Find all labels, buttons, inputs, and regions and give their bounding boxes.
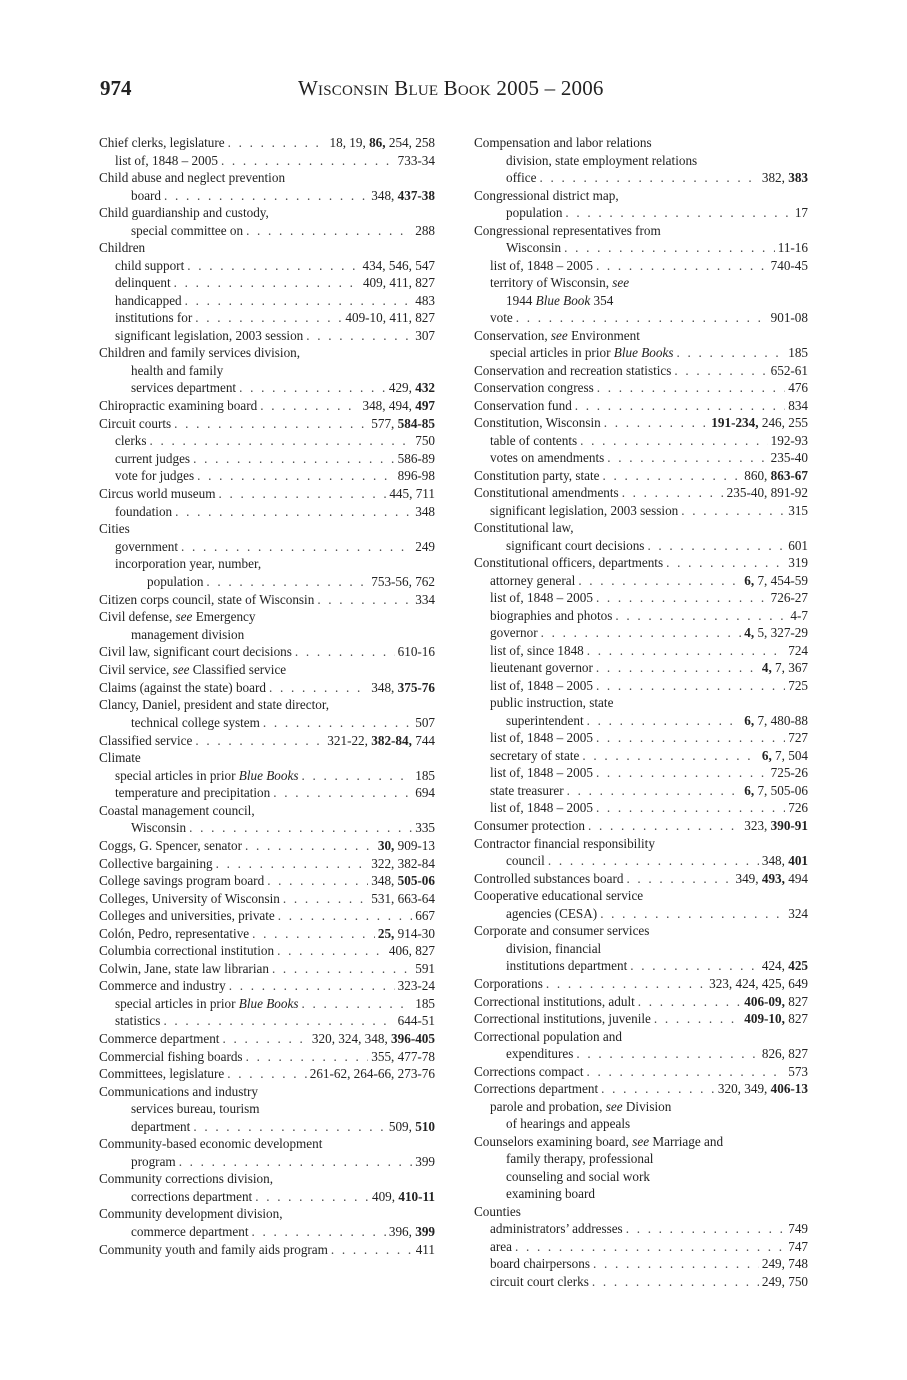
- index-subentry: institutions for . . . 409-10, 411, 827: [99, 309, 435, 327]
- index-subentry: territory of Wisconsin, see: [490, 275, 630, 290]
- index-subentry: vote . . . 901-08: [474, 309, 808, 327]
- index-subentry: special articles in prior Blue Books . . . 185: [99, 767, 435, 785]
- index-entry-cont: corrections department . . . 409, 410-11: [99, 1188, 435, 1206]
- index-entry: Coggs, G. Spencer, senator . . . 30, 909-13: [99, 837, 435, 855]
- index-entry: Correctional population and: [474, 1028, 622, 1044]
- index-entry: Commerce and industry . . . 323-24: [99, 977, 435, 995]
- index-subentry: clerks . . . 750: [99, 432, 435, 450]
- index-entry: Children and family services division,: [99, 345, 301, 360]
- index-column-right: [474, 134, 808, 1290]
- index-subentry: child support . . . 434, 546, 547: [99, 257, 435, 275]
- index-entry: Columbia correctional institution . . . 406, 827: [99, 942, 435, 960]
- index-subentry: government . . . 249: [99, 538, 435, 556]
- index-entry-cont: agencies (CESA) . . . 324: [474, 905, 808, 923]
- index-subentry: list of, 1848 – 2005 . . . 725: [474, 677, 808, 695]
- index-entry-cont: Wisconsin . . . 335: [99, 819, 435, 837]
- index-entry-cont: council . . . 348, 401: [474, 852, 808, 870]
- index-subentry: list of, 1848 – 2005 . . . 740-45: [474, 257, 808, 275]
- page-number: 974: [100, 76, 132, 100]
- index-entry-cont: counseling and social work: [506, 1168, 650, 1184]
- index-entry: Correctional institutions, adult . . . 406-09, 827: [474, 993, 808, 1011]
- index-entry: Classified service . . . 321-22, 382-84, 744: [99, 732, 435, 750]
- index-entry: Children: [99, 240, 146, 255]
- index-entry-cont: division, state employment relations: [506, 152, 698, 168]
- index-subentry: secretary of state . . . 6, 7, 504: [474, 747, 808, 765]
- index-entry: Civil defense, see Emergency: [99, 609, 256, 624]
- index-entry: Citizen corps council, state of Wisconsin . . . 334: [99, 591, 435, 609]
- index-entry: Controlled substances board . . . 349, 493, 494: [474, 870, 808, 888]
- index-entry-cont: department . . . 509, 510: [99, 1118, 435, 1136]
- index-subentry: votes on amendments . . . 235-40: [474, 449, 808, 467]
- index-entry: Corrections department . . . 320, 349, 406-13: [474, 1080, 808, 1098]
- index-entry: Counties: [474, 1203, 521, 1219]
- index-entry: Collective bargaining . . . 322, 382-84: [99, 855, 435, 873]
- index-subentry: list of, 1848 – 2005 . . . 733-34: [99, 152, 435, 170]
- index-entry-cont: health and family: [131, 362, 224, 378]
- index-subentry: administrators’ addresses . . . 749: [474, 1220, 808, 1238]
- index-subentry: area . . . 747: [474, 1238, 808, 1256]
- index-entry-cont: office . . . 382, 383: [474, 169, 808, 187]
- index-subentry: delinquent . . . 409, 411, 827: [99, 274, 435, 292]
- index-entry: Constitution party, state . . . 860, 863-67: [474, 467, 808, 485]
- index-entry: Conservation, see Environment: [474, 327, 640, 343]
- index-entry: Congressional district map,: [474, 187, 619, 203]
- running-title: Wisconsin Blue Book 2005 – 2006: [298, 76, 604, 100]
- index-entry: Coastal management council,: [99, 802, 255, 818]
- index-entry-cont: services department . . . 429, 432: [99, 379, 435, 397]
- index-subentry: list of, 1848 – 2005 . . . 725-26: [474, 764, 808, 782]
- index-entry: Conservation and recreation statistics . . . 652-61: [474, 362, 808, 380]
- index-subentry: list of, 1848 – 2005 . . . 727: [474, 729, 808, 747]
- index-subentry: significant legislation, 2003 session . . . 307: [99, 327, 435, 345]
- index-entry: Corrections compact . . . 573: [474, 1063, 808, 1081]
- index-entry: Civil law, significant court decisions . . . 610-16: [99, 643, 435, 661]
- index-subentry: list of, 1848 – 2005 . . . 726-27: [474, 589, 808, 607]
- index-entry-cont: institutions department . . . 424, 425: [474, 957, 808, 975]
- index-subentry: lieutenant governor . . . 4, 7, 367: [474, 659, 808, 677]
- index-subentry: list of, since 1848 . . . 724: [474, 642, 808, 660]
- index-entry: College savings program board . . . 348, 505-06: [99, 872, 435, 890]
- index-entry-cont: Wisconsin . . . 11-16: [474, 239, 808, 257]
- index-entry-cont: population . . . 753-56, 762: [99, 573, 435, 591]
- index-subentry: significant legislation, 2003 session . . . 315: [474, 502, 808, 520]
- index-entry: Conservation fund . . . 834: [474, 397, 808, 415]
- index-subentry: vote for judges . . . 896-98: [99, 467, 435, 485]
- index-entry-cont: examining board: [506, 1186, 595, 1201]
- index-subentry: circuit court clerks . . . 249, 750: [474, 1273, 808, 1291]
- index-entry-cont: population . . . 17: [474, 204, 808, 222]
- index-entry-cont: family therapy, professional: [506, 1151, 654, 1166]
- index-entry-cont: division, financial: [506, 940, 602, 956]
- index-subentry: state treasurer . . . 6, 7, 505-06: [474, 782, 808, 800]
- index-subentry: list of, 1848 – 2005 . . . 726: [474, 799, 808, 817]
- index-entry-cont: management division: [131, 626, 245, 642]
- index-entry: Community development division,: [99, 1206, 283, 1221]
- index-entry: Constitutional amendments . . . 235-40, 891-92: [474, 484, 808, 502]
- index-subentry: special articles in prior Blue Books . . . 185: [99, 995, 435, 1013]
- index-entry: Community corrections division,: [99, 1171, 273, 1186]
- index-entry-cont: significant court decisions . . . 601: [474, 537, 808, 555]
- index-subentry: parole and probation, see Division: [490, 1098, 672, 1114]
- index-entry: Claims (against the state) board . . . 348, 375-76: [99, 679, 435, 697]
- index-entry-cont: commerce department . . . 396, 399: [99, 1223, 435, 1241]
- index-entry-cont: of hearings and appeals: [506, 1116, 631, 1131]
- index-entry: Clancy, Daniel, president and state director,: [99, 697, 330, 712]
- index-entry: Correctional institutions, juvenile . . . 409-10, 827: [474, 1010, 808, 1028]
- index-subentry: handicapped . . . 483: [99, 292, 435, 310]
- index-entry-cont: superintendent . . . 6, 7, 480-88: [474, 712, 808, 730]
- page-header: [100, 76, 840, 106]
- index-entry: Community-based economic development: [99, 1136, 323, 1151]
- index-entry: Corporations . . . 323, 424, 425, 649: [474, 975, 808, 993]
- index-entry: Constitution, Wisconsin . . . 191-234, 246, 255: [474, 414, 808, 432]
- index-entry: Chief clerks, legislature . . . 18, 19, 86, 254, 258: [99, 134, 435, 152]
- index-entry: Child abuse and neglect prevention: [99, 170, 286, 185]
- index-entry: Chiropractic examining board . . . 348, 494, 497: [99, 397, 435, 415]
- index-entry: Colleges, University of Wisconsin . . . 531, 663-64: [99, 890, 435, 908]
- index-entry: Contractor financial responsibility: [474, 835, 655, 851]
- index-subentry: table of contents . . . 192-93: [474, 432, 808, 450]
- index-subentry: current judges . . . 586-89: [99, 450, 435, 468]
- index-column-left: [99, 134, 435, 1258]
- index-entry: Circus world museum . . . 445, 711: [99, 485, 435, 503]
- index-entry: Colón, Pedro, representative . . . 25, 914-30: [99, 925, 435, 943]
- index-entry-cont: expenditures . . . 826, 827: [474, 1045, 808, 1063]
- index-subentry: public instruction, state: [490, 695, 614, 710]
- index-entry: Constitutional law,: [474, 520, 574, 535]
- index-subentry: incorporation year, number,: [115, 556, 262, 571]
- index-entry: Cities: [99, 521, 130, 536]
- index-entry: Commerce department . . . 320, 324, 348, 396-405: [99, 1030, 435, 1048]
- index-subentry: biographies and photos . . . 4-7: [474, 607, 808, 625]
- index-entry: Community youth and family aids program . . . 411: [99, 1241, 435, 1259]
- index-entry: Colleges and universities, private . . . 667: [99, 907, 435, 925]
- index-entry: Constitutional officers, departments . . . 319: [474, 554, 808, 572]
- index-entry: Conservation congress . . . 476: [474, 379, 808, 397]
- index-entry: Colwin, Jane, state law librarian . . . 591: [99, 960, 435, 978]
- index-subentry: foundation . . . 348: [99, 503, 435, 521]
- index-entry: Committees, legislature . . . 261-62, 264-66, 273-76: [99, 1065, 435, 1083]
- index-entry-cont: technical college system . . . 507: [99, 714, 435, 732]
- index-entry: Counselors examining board, see Marriage and: [474, 1133, 724, 1149]
- index-entry: Cooperative educational service: [474, 888, 644, 903]
- index-subentry: statistics . . . 644-51: [99, 1012, 435, 1030]
- index-entry: Corporate and consumer services: [474, 923, 650, 938]
- index-entry-cont: 1944 Blue Book 354: [506, 292, 614, 308]
- index-entry-cont: board . . . 348, 437-38: [99, 187, 435, 205]
- index-entry: Circuit courts . . . 577, 584-85: [99, 415, 435, 433]
- index-subentry: board chairpersons . . . 249, 748: [474, 1255, 808, 1273]
- index-entry: Communications and industry: [99, 1083, 258, 1099]
- index-entry-cont: program . . . 399: [99, 1153, 435, 1171]
- index-subentry: attorney general . . . 6, 7, 454-59: [474, 572, 808, 590]
- index-entry: Congressional representatives from: [474, 222, 661, 238]
- index-entry-cont: services bureau, tourism: [131, 1101, 260, 1116]
- index-subentry: temperature and precipitation . . . 694: [99, 784, 435, 802]
- index-entry: Climate: [99, 750, 141, 765]
- index-subentry: governor . . . 4, 5, 327-29: [474, 624, 808, 642]
- index-entry: Commercial fishing boards . . . 355, 477-78: [99, 1048, 435, 1066]
- index-entry: Civil service, see Classified service: [99, 661, 287, 677]
- index-entry: Child guardianship and custody,: [99, 205, 269, 220]
- index-entry: Consumer protection . . . 323, 390-91: [474, 817, 808, 835]
- index-subentry: special articles in prior Blue Books . . . 185: [474, 344, 808, 362]
- index-entry-cont: special committee on . . . 288: [99, 222, 435, 240]
- index-entry: Compensation and labor relations: [474, 135, 652, 150]
